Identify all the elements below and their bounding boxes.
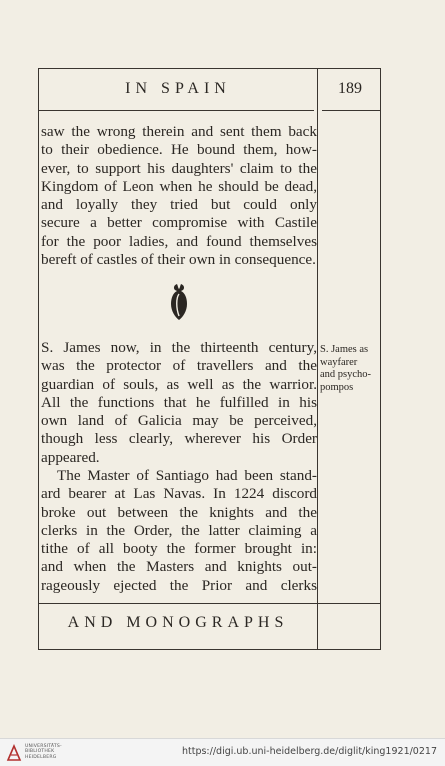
logo-text-line: BIBLIOTHEK xyxy=(25,749,55,755)
logo-text-line: HEIDELBERG xyxy=(25,754,57,760)
margin-note-line: pompos xyxy=(320,381,354,393)
text-line: own land of Galicia may be perceived, xyxy=(41,412,317,430)
text-line: rageously ejected the Prior and clerks xyxy=(41,576,317,594)
running-foot: AND MONOGRAPHS xyxy=(67,614,289,631)
frame-top-rule xyxy=(38,68,381,69)
running-head: IN SPAIN xyxy=(125,80,231,97)
text-line: clerks in the Order, the latter claiming a xyxy=(41,521,317,539)
text-line: and loyally they tried but could only xyxy=(41,196,317,214)
page-number: 189 xyxy=(338,80,362,97)
text-line: guardian of souls, as well as the warrior. xyxy=(41,375,317,393)
text-line: ard bearer at Las Navas. In 1224 discord xyxy=(41,485,317,503)
header-rule xyxy=(38,110,314,111)
text-line: broke out between the knights and the xyxy=(41,503,317,521)
text-line: ever, to support his daughters' claim to the xyxy=(41,159,317,177)
text-line: and when the Masters and knights out- xyxy=(41,558,317,576)
university-library-logo-icon[interactable] xyxy=(6,744,22,762)
header-rule-margin xyxy=(322,110,381,111)
text-line: All the functions that he fulfilled in his xyxy=(41,393,317,411)
text-line: saw the wrong therein and sent them back xyxy=(41,123,317,140)
library-logo-text xyxy=(25,744,62,760)
footer-rule xyxy=(38,603,381,604)
logo-text-line: UNIVERSITÄTS- xyxy=(25,744,62,749)
text-line: S. James now, in the thirteenth century, xyxy=(41,339,317,356)
margin-note-line: and psycho- xyxy=(320,369,372,380)
text-line: though less clearly, wherever his Order xyxy=(41,430,317,448)
paragraph-1 xyxy=(41,123,317,269)
text-line: bereft of castles of their own in consequence. xyxy=(41,251,316,269)
text-line: secure a better compromise with Castile xyxy=(41,214,317,232)
text-line: tithe of all booty the former brought in: xyxy=(41,540,317,558)
margin-note xyxy=(320,344,384,394)
text-line: for the poor ladies, and found themselves xyxy=(41,232,317,250)
frame-left-rule xyxy=(38,68,39,650)
text-line: appeared. xyxy=(41,448,100,466)
paragraph-2 xyxy=(41,339,317,467)
margin-note-line: wayfarer xyxy=(320,356,358,368)
viewer-footer-bar xyxy=(0,738,445,766)
frame-bottom-rule xyxy=(38,649,381,650)
text-line: to their obedience. He bound them, how- xyxy=(41,141,317,159)
permalink-url[interactable]: https://digi.ub.uni-heidelberg.de/diglit/king1921/0217 xyxy=(181,746,437,757)
text-line: The Master of Santiago had been stand- xyxy=(57,467,317,484)
margin-note-line: S. James as xyxy=(320,344,369,355)
text-line: Kingdom of Leon when he should be dead, xyxy=(41,177,317,195)
column-divider-rule xyxy=(317,68,318,650)
text-line: was the protector of travellers and the xyxy=(41,357,317,375)
paragraph-3 xyxy=(41,467,317,595)
scallop-ornament-icon xyxy=(168,282,190,322)
